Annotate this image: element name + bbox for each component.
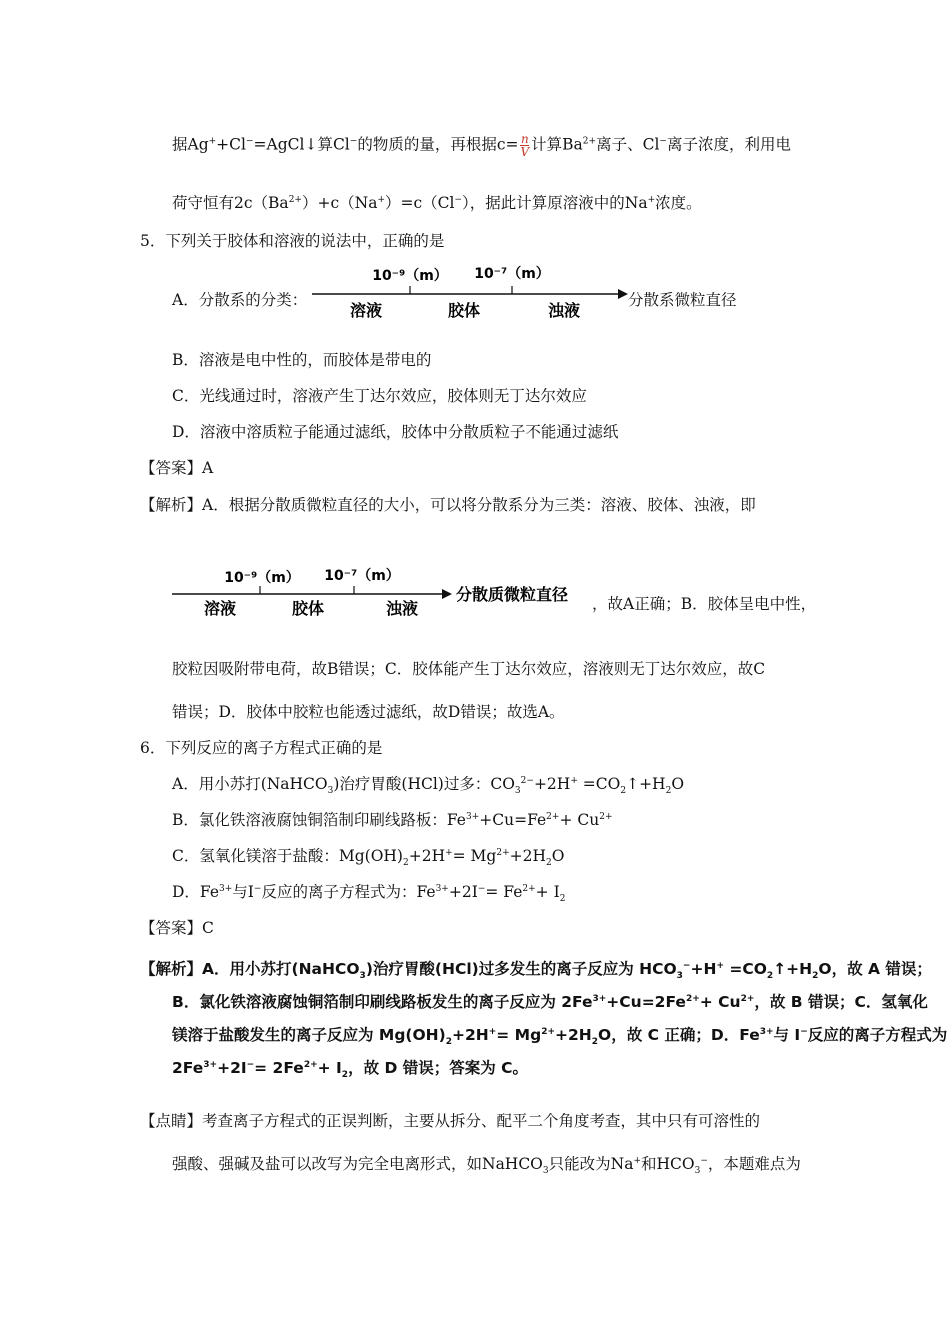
q6-analysis-line-3: 镁溶于盐酸发生的离子反应为 $Mg(OH)_2+2H^+= Mg^{2+}+2H_2O$，故 C 正确；D．$Fe^{3+}$与 I−反应的离子方程式为 [172, 1026, 948, 1048]
scale2-end-label: 分散质微粒直径 [456, 585, 569, 604]
scale2-segment-colloid: 胶体 [291, 599, 325, 618]
q5-option-c: C．光线通过时，溶液产生丁达尔效应，胶体则无丁达尔效应 [172, 387, 587, 405]
q6-point-line-2: 强酸、强碱及盐可以改写为完全电离形式，如NaHCO$_3$只能改为Na+和$HCO_3^-$，本题难点为 [172, 1155, 801, 1177]
fraction-n-over-v: $\frac{n}{V}$ [520, 132, 530, 159]
q6-analysis-line-2: B．氯化铁溶液腐蚀铜箔制印刷线路板发生的离子反应为 $2Fe^{3+}+Cu=2Fe^{2+}+ Cu^{2+}$，故 B 错误；C．氢氧化 [172, 993, 928, 1011]
q5-analysis-line-2-tail: ，故A正确；B．胶体呈电中性， [592, 595, 817, 613]
scale1-tick-2: 10⁻⁷（m） [474, 266, 550, 282]
q5-analysis-line-1: 【解析】A．根据分散质微粒直径的大小，可以将分散系分为三类：溶液、胶体、浊液，即 [140, 496, 756, 514]
q6-analysis-line-4: $2Fe^{3+}+2I^-= 2Fe^{2+}+ I_2$，故 D 错误；答案为 C。 [172, 1059, 528, 1081]
q6-point-line-1: 【点睛】考查离子方程式的正误判断，主要从拆分、配平二个角度考查，其中只有可溶性的 [140, 1112, 761, 1130]
q5-option-a-suffix: 分散系微粒直径 [628, 291, 737, 309]
q5-analysis-line-4: 错误；D．胶体中胶粒也能透过滤纸，故D错误；故选A。 [172, 703, 565, 721]
q6-analysis-line-1: 【解析】A．用小苏打(NaHCO$_3$)治疗胃酸(HCl)过多发生的离子反应为 $HCO_3^-+H^+$ $=CO_2↑+H_2O$，故 A 错误； [140, 960, 932, 982]
q5-analysis-line-3: 胶粒因吸附带电荷，故B错误；C．胶体能产生丁达尔效应，溶液则无丁达尔效应，故C [172, 660, 766, 678]
q6-stem: 6．下列反应的离子方程式正确的是 [140, 739, 383, 757]
q6-option-d: D．$Fe^{3+}$与I−反应的离子方程式为：$Fe^{3+}+2I^-= Fe^{2+}+ I_2$ [172, 883, 566, 905]
q6-option-a: A．用小苏打(NaHCO$_3$)治疗胃酸(HCl)过多：$CO_3^{2-}+2H^+$ $=CO_2↑+H_2O$ [172, 775, 685, 797]
q6-answer: 【答案】C [140, 919, 214, 937]
scale2-segment-suspension: 浊液 [385, 599, 419, 618]
q5-option-d: D．溶液中溶质粒子能通过滤纸，胶体中分散质粒子不能通过滤纸 [172, 423, 619, 441]
scale1-segment-suspension: 浊液 [547, 301, 581, 320]
scale2-tick-1: 10⁻⁹（m） [224, 570, 300, 586]
scale1-segment-solution: 溶液 [349, 301, 383, 320]
scale2-segment-solution: 溶液 [203, 599, 237, 618]
dispersion-scale-diagram-2 [172, 562, 592, 622]
scale2-tick-2: 10⁻⁷（m） [324, 568, 400, 584]
q5-stem: 5．下列关于胶体和溶液的说法中，正确的是 [140, 232, 445, 250]
q6-option-c: C．氢氧化镁溶于盐酸：$Mg(OH)_2+2H^+= Mg^{2+}+2H_2O$ [172, 847, 565, 869]
q5-option-b: B．溶液是电中性的，而胶体是带电的 [172, 351, 432, 369]
intro-line-1: 据Ag++Cl−=AgCl↓算Cl−的物质的量，再根据c= $\frac{n}{V}$ 计算$Ba^{2+}$离子、Cl−离子浓度，利用电 [172, 132, 791, 159]
q5-answer: 【答案】A [140, 459, 214, 477]
dispersion-scale-diagram-1 [312, 262, 632, 324]
intro-line-2: 荷守恒有$2c(Ba^{2+})+c(Na^+)=c(Cl^-)$，据此计算原溶液中的Na+浓度。 [172, 194, 702, 212]
scale1-segment-colloid: 胶体 [447, 301, 481, 320]
q6-option-b: B．氯化铁溶液腐蚀铜箔制印刷线路板：$Fe^{3+}+Cu=Fe^{2+}+ Cu^{2+}$ [172, 811, 613, 829]
q5-option-a-prefix: A．分散系的分类： [172, 291, 308, 309]
scale1-tick-1: 10⁻⁹（m） [372, 268, 448, 284]
